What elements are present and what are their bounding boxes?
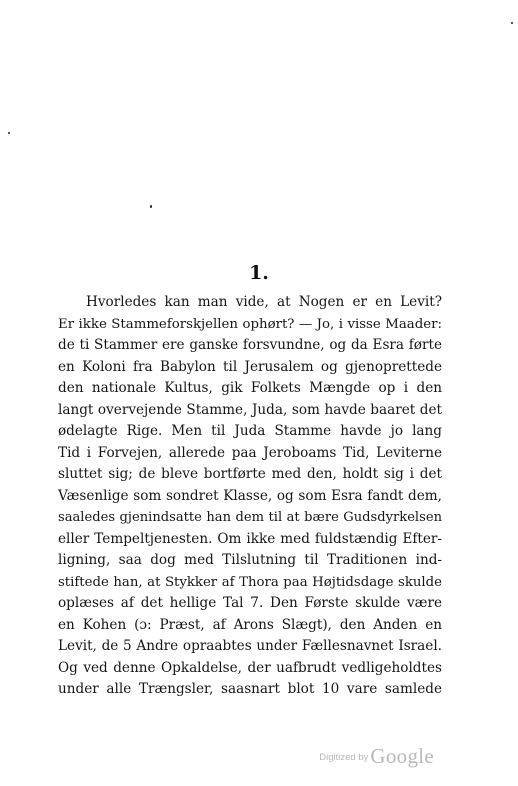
watermark-prefix: Digitized by [319, 752, 369, 763]
paper-speck [511, 22, 513, 24]
text-line: eller Tempeltjenesten. Om ikke med fuldstændig Efter- [58, 530, 442, 547]
text-line: den nationale Kultus, gik Folkets Mængde op i den [58, 380, 442, 396]
text-line: Levit, de 5 Andre opraabtes under Fællesnavnet Israel. [58, 638, 442, 654]
google-logo: Google [370, 744, 434, 768]
paper-speck [150, 205, 152, 208]
text-line: Væsenlige som sondret Klasse, og som Esra fandt dem, [58, 487, 442, 504]
text-line: de ti Stammer ere ganske forsvundne, og da Esra førte [58, 337, 442, 353]
text-line: Er ikke Stammeforskjellen ophørt? — Jo, i visse Maader: [58, 316, 442, 332]
text-line: en Koloni fra Babylon til Jerusalem og gjenoprettede [58, 358, 442, 375]
text-line: under alle Trængsler, saasnart blot 10 vare samlede [58, 681, 442, 697]
paper-speck [8, 132, 10, 134]
text-line: en Kohen (ɔ: Præst, af Arons Slægt), den Anden en [58, 616, 442, 633]
text-line: oplæses af det hellige Tal 7. Den Første skulde være [58, 595, 442, 611]
text-line: Og ved denne Opkaldelse, der uafbrudt vedligeholdtes [58, 659, 442, 676]
text-line: sluttet sig; de bleve bortførte med den, holdt sig i det [58, 466, 442, 482]
text-line: ødelagte Rige. Men til Juda Stamme havde jo lang [58, 423, 442, 439]
text-line: Tid i Forvejen, allerede paa Jeroboams Tid, Leviterne [58, 444, 442, 461]
text-line: stiftede han, at Stykker af Thora paa Højtidsdage skulde [58, 574, 442, 590]
digitized-by-google-watermark [319, 744, 434, 769]
text-line: Hvorledes kan man vide, at Nogen er en Levit? [86, 294, 442, 310]
body-text [58, 292, 442, 701]
chapter-number: 1. [249, 262, 269, 284]
text-line: saaledes gjenindsatte han dem til at bære Gudsdyrkelsen [58, 510, 442, 525]
text-line: langt overvejende Stamme, Juda, som havde baaret det [58, 401, 442, 418]
text-line: ligning, saa dog med Tilslutning til Traditionen ind- [58, 552, 442, 568]
